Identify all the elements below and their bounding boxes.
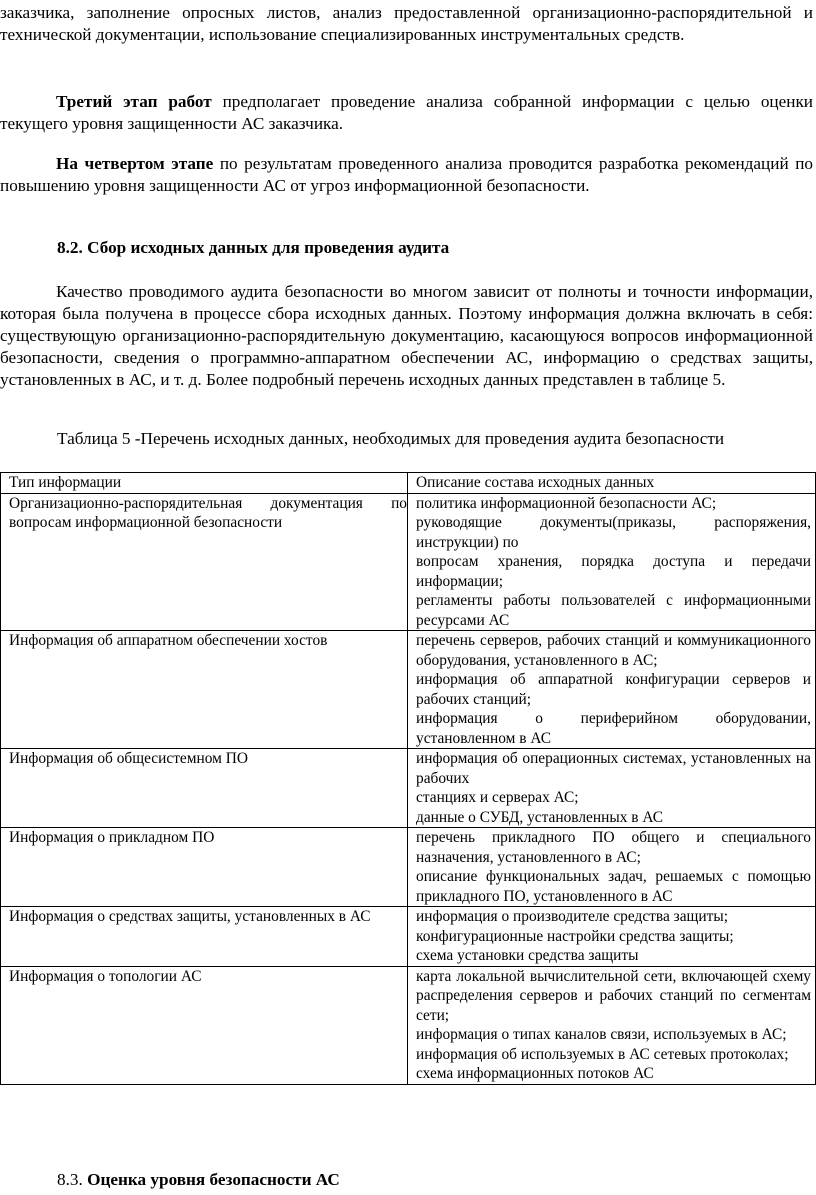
table-row [1,493,816,631]
description-item: данные о СУБД, установленных в АС [416,808,663,826]
section-heading-8-2: 8.2. Сбор исходных данных для проведения аудита [57,238,450,257]
description-item: конфигурационные настройки средства защиты; [416,927,734,945]
paragraph-fourth-stage [0,153,813,197]
description-item: политика информационной безопасности АС; [416,494,717,512]
info-type-cell: Организационно-распорядительная документация по вопросам информационной безопасности [1,493,408,631]
description-item: описание функциональных задач, решаемых с помощью прикладного ПО, установленного в АС [416,868,811,905]
info-type-cell: Информация о прикладном ПО [1,828,408,907]
info-type-cell: Информация об общесистемном ПО [1,749,408,828]
description-cell [408,631,816,749]
paragraph-intro-continuation: заказчика, заполнение опросных листов, анализ предоставленной организационно-распорядительной и технической документации, использование специализированных инструментальных средств. [0,3,813,44]
section-8-3-title: Оценка уровня безопасности АС [87,1170,340,1189]
description-item: информация об операционных системах, установленных на рабочих [416,750,811,787]
header-info-type: Тип информации [1,473,408,494]
description-cell [408,493,816,631]
description-item: информация о производителе средства защиты; [416,908,728,925]
description-cell [408,749,816,828]
description-item: регламенты работы пользователей с информационными ресурсами АС [416,592,811,629]
table-row [1,828,816,907]
table-caption: Таблица 5 -Перечень исходных данных, необходимых для проведения аудита безопасности [57,429,725,448]
info-type-cell: Информация об аппаратном обеспечении хостов [1,631,408,749]
fourth-stage-label: На четвертом этапе [56,154,214,173]
description-item: карта локальной вычислительной сети, включающей схему распределения серверов и рабочих станций по сегментам сети; [416,967,811,1024]
source-data-table [0,472,816,1085]
info-type-cell: Информация о топологии АС [1,966,408,1084]
description-item: вопросам хранения, порядка доступа и передачи информации; [416,553,811,590]
description-item: перечень прикладного ПО общего и специального назначения, установленного в АС; [416,829,811,866]
description-cell [408,907,816,967]
table-row [1,631,816,749]
description-item: станциях и серверах АС; [416,789,579,806]
paragraph-third-stage [0,91,813,135]
description-item: перечень серверов, рабочих станций и коммуникационного оборудования, установленного в АС; [416,632,811,669]
section-heading-8-3 [57,1169,340,1191]
third-stage-text: предполагает проведение анализа собранной информации с целью оценки текущего уровня защищенности АС заказчика. [0,92,813,133]
description-cell [408,828,816,907]
table-row [1,966,816,1084]
description-item: руководящие документы(приказы, распоряжения, инструкции) по [416,514,811,551]
fourth-stage-text: по результатам проведенного анализа проводится разработка рекомендаций по повышению уровня защищенности АС от угроз информационной безопасности. [0,154,813,195]
description-item: информация об аппаратной конфигурации серверов и рабочих станций; [416,671,811,708]
description-item: схема информационных потоков АС [416,1065,654,1082]
description-cell [408,966,816,1084]
description-item: информация о типах каналов связи, используемых в АС; [416,1026,787,1043]
description-item: информация об используемых в АС сетевых протоколах; [416,1045,789,1063]
section-8-3-number: 8.3. [57,1170,88,1189]
info-type-cell: Информация о средствах защиты, установленных в АС [1,907,408,967]
table-header-row [1,473,816,494]
description-item: схема установки средства защиты [416,947,639,964]
third-stage-label: Третий этап работ [56,92,212,111]
table-row [1,749,816,828]
paragraph-audit-quality: Качество проводимого аудита безопасности во многом зависит от полноты и точности информации, которая была получена в процессе сбора исходных данных. Поэтому информация должна включать в себя: существующую организационно-распорядительную документацию, касающуюся вопросов информационной безопасности, сведения о программно-аппаратном обеспечении АС, информацию о средствах защиты, установленных в АС, и т. д. Более подробный перечень исходных данных представлен в таблице 5. [0,282,813,389]
header-description: Описание состава исходных данных [408,473,816,494]
table-row [1,907,816,967]
description-item: информация о периферийном оборудовании, установленном в АС [416,710,811,747]
